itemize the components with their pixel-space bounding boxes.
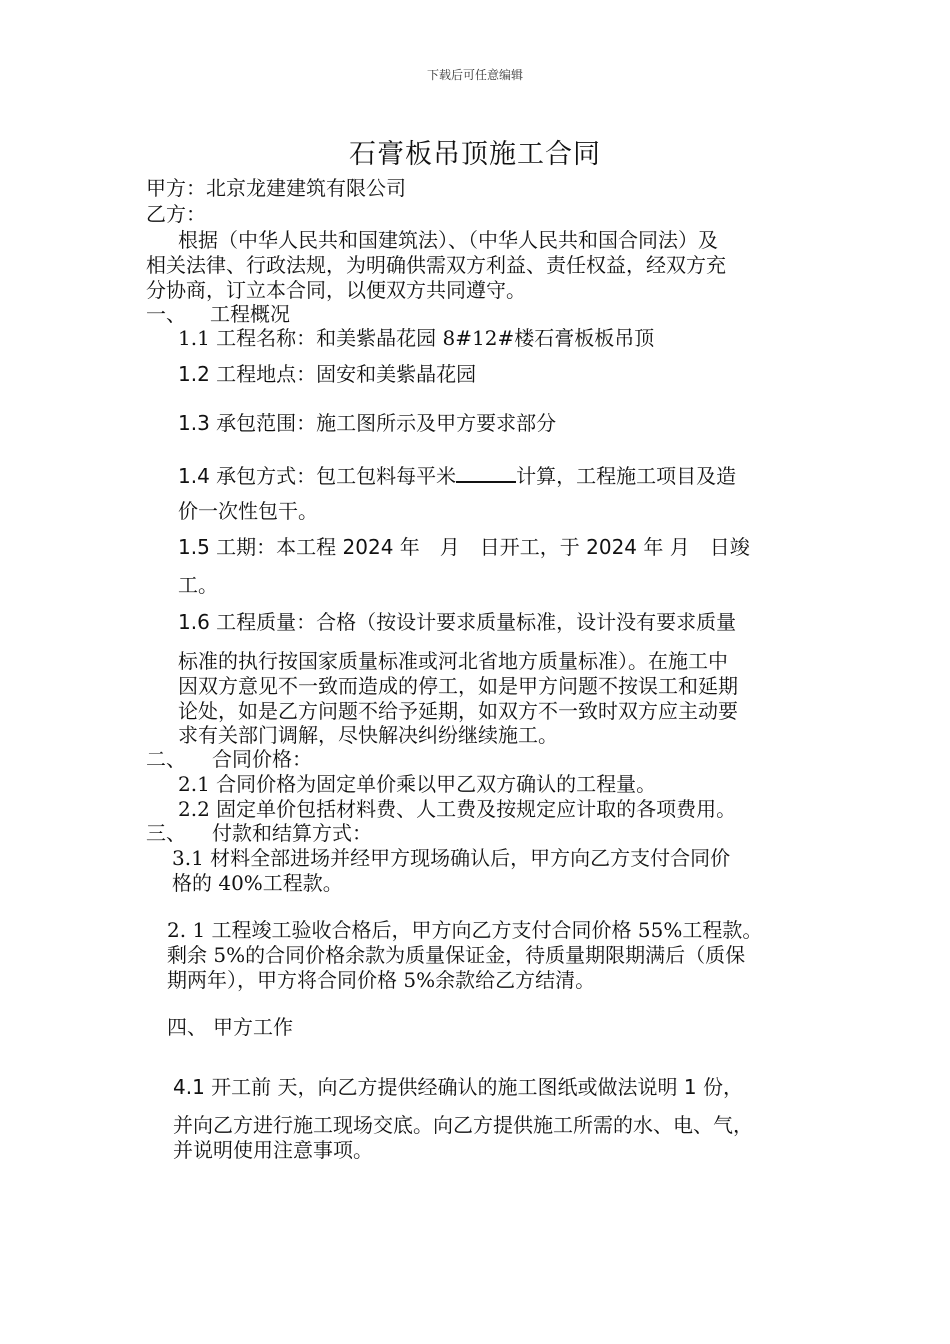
item-1-6-line-5: 求有关部门调解，尽快解决纠纷继续施工。 [178, 723, 558, 747]
item-1-4-line-2: 价一次性包干。 [178, 499, 318, 523]
intro-line-2: 相关法律、行政法规，为明确供需双方利益、责任权益，经双方充 [146, 253, 726, 277]
item-3-2-line-3: 期两年），甲方将合同价格 5%余款给乙方结清。 [167, 968, 596, 992]
item-1-6-line-1: 1.6 工程质量：合格（按设计要求质量标准，设计没有要求质量 [178, 610, 737, 634]
item-4-1-line-2: 并向乙方进行施工现场交底。向乙方提供施工所需的水、电、气， [173, 1113, 753, 1137]
item-2-2: 2.2 固定单价包括材料费、人工费及按规定应计取的各项费用。 [178, 797, 737, 821]
party-b: 乙方： [146, 202, 206, 226]
item-3-2-line-1: 2. 1 工程竣工验收合格后，甲方向乙方支付合同价格 55%工程款。 [167, 918, 763, 942]
item-1-6-line-4: 论处，如是乙方问题不给予延期，如双方不一致时双方应主动要 [178, 699, 738, 723]
item-1-4-post: 计算，工程施工项目及造 [516, 464, 737, 488]
section-2-title: 合同价格： [212, 747, 312, 771]
item-1-5-line-2: 工。 [178, 573, 218, 597]
intro-line-1: 根据（中华人民共和国建筑法）、（中华人民共和国合同法）及 [178, 228, 718, 252]
item-1-6-line-2: 标准的执行按国家质量标准或河北省地方质量标准）。在施工中 [178, 649, 728, 673]
item-3-2-line-2: 剩余 5%的合同价格余款为质量保证金，待质量期限期满后（质保 [167, 943, 746, 967]
item-1-1: 1.1 工程名称：和美紫晶花园 8#12#楼石膏板板吊顶 [178, 326, 655, 350]
intro-line-3: 分协商，订立本合同，以便双方共同遵守。 [146, 278, 526, 302]
blank-line [456, 461, 516, 483]
party-a: 甲方：北京龙建建筑有限公司 [146, 176, 406, 200]
item-2-1: 2.1 合同价格为固定单价乘以甲乙双方确认的工程量。 [178, 772, 657, 796]
header-note: 下载后可任意编辑 [426, 68, 523, 82]
section-2-number: 二、 [146, 747, 186, 771]
item-4-1-line-3: 并说明使用注意事项。 [173, 1138, 373, 1162]
section-3-title: 付款和结算方式： [212, 821, 372, 845]
item-4-1-line-1: 4.1 开工前 天，向乙方提供经确认的施工图纸或做法说明 1 份， [173, 1075, 743, 1099]
item-1-3: 1.3 承包范围：施工图所示及甲方要求部分 [178, 411, 557, 435]
item-1-6-line-3: 因双方意见不一致而造成的停工，如是甲方问题不按误工和延期 [178, 674, 738, 698]
section-1-number: 一、 [146, 302, 186, 326]
item-1-4-line-1 [178, 461, 736, 488]
item-1-5-line-1: 1.5 工期：本工程 2024 年 月 日开工，于 2024 年 月 日竣 [178, 535, 750, 559]
section-3-number: 三、 [146, 821, 186, 845]
page-title: 石膏板吊顶施工合同 [349, 139, 601, 170]
section-4-number: 四、 [167, 1015, 207, 1039]
item-3-1-line-1: 3.1 材料全部进场并经甲方现场确认后，甲方向乙方支付合同价 [172, 846, 731, 870]
item-1-4-pre: 1.4 承包方式：包工包料每平米 [178, 464, 457, 488]
section-1-title: 工程概况 [210, 302, 290, 326]
item-1-2: 1.2 工程地点：固安和美紫晶花园 [178, 362, 477, 386]
section-4-title: 甲方工作 [213, 1015, 293, 1039]
item-3-1-line-2: 格的 40%工程款。 [172, 871, 343, 895]
